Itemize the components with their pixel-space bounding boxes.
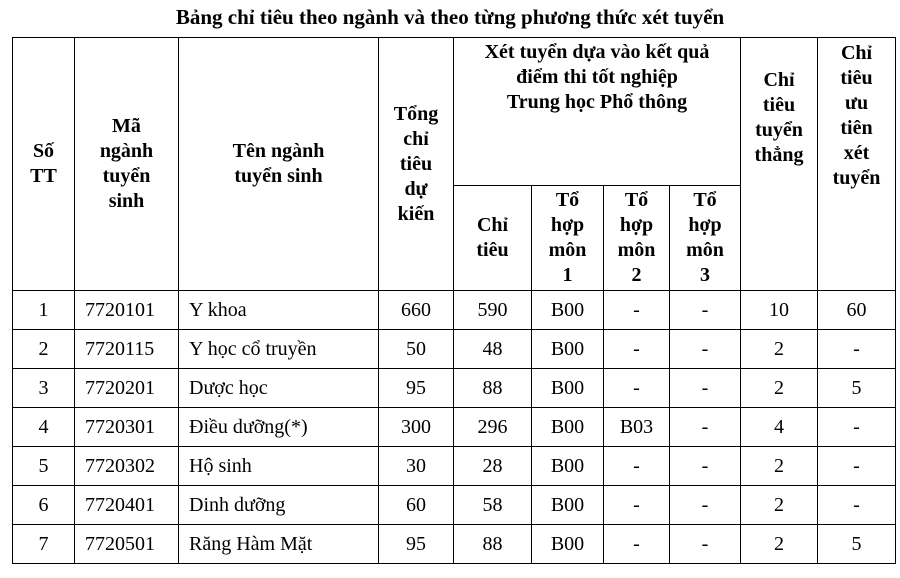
cell-to-hop-1: B00 <box>532 447 604 486</box>
cell-to-hop-1: B00 <box>532 330 604 369</box>
cell-to-hop-3: - <box>670 525 741 564</box>
cell-stt: 7 <box>13 525 75 564</box>
cell-ten-nganh: Hộ sinh <box>179 447 379 486</box>
cell-uu-tien: - <box>818 486 896 525</box>
cell-to-hop-1: B00 <box>532 486 604 525</box>
header-stt: Số TT <box>13 38 75 291</box>
table-title: Bảng chỉ tiêu theo ngành và theo từng phương thức xét tuyển <box>175 5 725 29</box>
cell-tuyen-thang: 2 <box>741 486 818 525</box>
cell-ma-nganh: 7720201 <box>75 369 179 408</box>
cell-uu-tien: - <box>818 330 896 369</box>
header-chi-tieu-uu-tien: Chỉ tiêu ưu tiên xét tuyển <box>818 38 896 291</box>
cell-ten-nganh: Răng Hàm Mặt <box>179 525 379 564</box>
header-to-hop-mon-1: Tổ hợp môn 1 <box>532 186 604 291</box>
cell-chi-tieu-thpt: 88 <box>454 369 532 408</box>
cell-ten-nganh: Y khoa <box>179 291 379 330</box>
header-chi-tieu-thpt: Chỉ tiêu <box>454 186 532 291</box>
cell-to-hop-2: - <box>604 486 670 525</box>
cell-uu-tien: 60 <box>818 291 896 330</box>
header-to-hop-mon-3: Tổ hợp môn 3 <box>670 186 741 291</box>
cell-to-hop-3: - <box>670 486 741 525</box>
cell-to-hop-1: B00 <box>532 291 604 330</box>
table-row <box>13 525 896 564</box>
cell-stt: 1 <box>13 291 75 330</box>
cell-chi-tieu-thpt: 88 <box>454 525 532 564</box>
cell-ten-nganh: Điều dưỡng(*) <box>179 408 379 447</box>
cell-ma-nganh: 7720501 <box>75 525 179 564</box>
cell-stt: 5 <box>13 447 75 486</box>
table-row <box>13 486 896 525</box>
table-row <box>13 408 896 447</box>
cell-to-hop-3: - <box>670 447 741 486</box>
cell-tong-chi-tieu: 30 <box>379 447 454 486</box>
cell-tuyen-thang: 2 <box>741 330 818 369</box>
cell-stt: 2 <box>13 330 75 369</box>
cell-ten-nganh: Dinh dưỡng <box>179 486 379 525</box>
cell-ten-nganh: Y học cổ truyền <box>179 330 379 369</box>
header-ten-nganh: Tên ngành tuyển sinh <box>179 38 379 291</box>
header-ma-nganh: Mã ngành tuyển sinh <box>75 38 179 291</box>
cell-ma-nganh: 7720302 <box>75 447 179 486</box>
cell-uu-tien: - <box>818 408 896 447</box>
cell-chi-tieu-thpt: 296 <box>454 408 532 447</box>
cell-tuyen-thang: 10 <box>741 291 818 330</box>
cell-ma-nganh: 7720101 <box>75 291 179 330</box>
table-row <box>13 369 896 408</box>
cell-stt: 6 <box>13 486 75 525</box>
cell-to-hop-2: - <box>604 525 670 564</box>
cell-tong-chi-tieu: 50 <box>379 330 454 369</box>
cell-to-hop-2: - <box>604 330 670 369</box>
cell-chi-tieu-thpt: 590 <box>454 291 532 330</box>
cell-chi-tieu-thpt: 58 <box>454 486 532 525</box>
cell-to-hop-3: - <box>670 369 741 408</box>
quota-table <box>12 37 896 564</box>
cell-chi-tieu-thpt: 48 <box>454 330 532 369</box>
cell-to-hop-2: B03 <box>604 408 670 447</box>
cell-to-hop-3: - <box>670 408 741 447</box>
cell-uu-tien: 5 <box>818 525 896 564</box>
cell-to-hop-2: - <box>604 369 670 408</box>
cell-ma-nganh: 7720401 <box>75 486 179 525</box>
cell-to-hop-2: - <box>604 291 670 330</box>
cell-ma-nganh: 7720301 <box>75 408 179 447</box>
cell-to-hop-3: - <box>670 291 741 330</box>
cell-uu-tien: 5 <box>818 369 896 408</box>
cell-ma-nganh: 7720115 <box>75 330 179 369</box>
cell-chi-tieu-thpt: 28 <box>454 447 532 486</box>
table-row <box>13 447 896 486</box>
cell-tong-chi-tieu: 95 <box>379 525 454 564</box>
cell-stt: 4 <box>13 408 75 447</box>
header-to-hop-mon-2: Tổ hợp môn 2 <box>604 186 670 291</box>
cell-tuyen-thang: 2 <box>741 447 818 486</box>
cell-tong-chi-tieu: 660 <box>379 291 454 330</box>
cell-to-hop-1: B00 <box>532 369 604 408</box>
cell-tong-chi-tieu: 95 <box>379 369 454 408</box>
cell-ten-nganh: Dược học <box>179 369 379 408</box>
header-xet-tuyen-thpt: Xét tuyển dựa vào kết quả điểm thi tốt nghiệp Trung học Phổ thông <box>454 38 741 186</box>
cell-tuyen-thang: 2 <box>741 369 818 408</box>
cell-to-hop-2: - <box>604 447 670 486</box>
cell-to-hop-3: - <box>670 330 741 369</box>
cell-uu-tien: - <box>818 447 896 486</box>
cell-tuyen-thang: 2 <box>741 525 818 564</box>
cell-to-hop-1: B00 <box>532 525 604 564</box>
table-row <box>13 291 896 330</box>
header-chi-tieu-tuyen-thang: Chỉ tiêu tuyển thẳng <box>741 38 818 291</box>
cell-tong-chi-tieu: 60 <box>379 486 454 525</box>
table-row <box>13 330 896 369</box>
header-tong-chi-tieu: Tổng chỉ tiêu dự kiến <box>379 38 454 291</box>
cell-tong-chi-tieu: 300 <box>379 408 454 447</box>
cell-to-hop-1: B00 <box>532 408 604 447</box>
cell-tuyen-thang: 4 <box>741 408 818 447</box>
cell-stt: 3 <box>13 369 75 408</box>
